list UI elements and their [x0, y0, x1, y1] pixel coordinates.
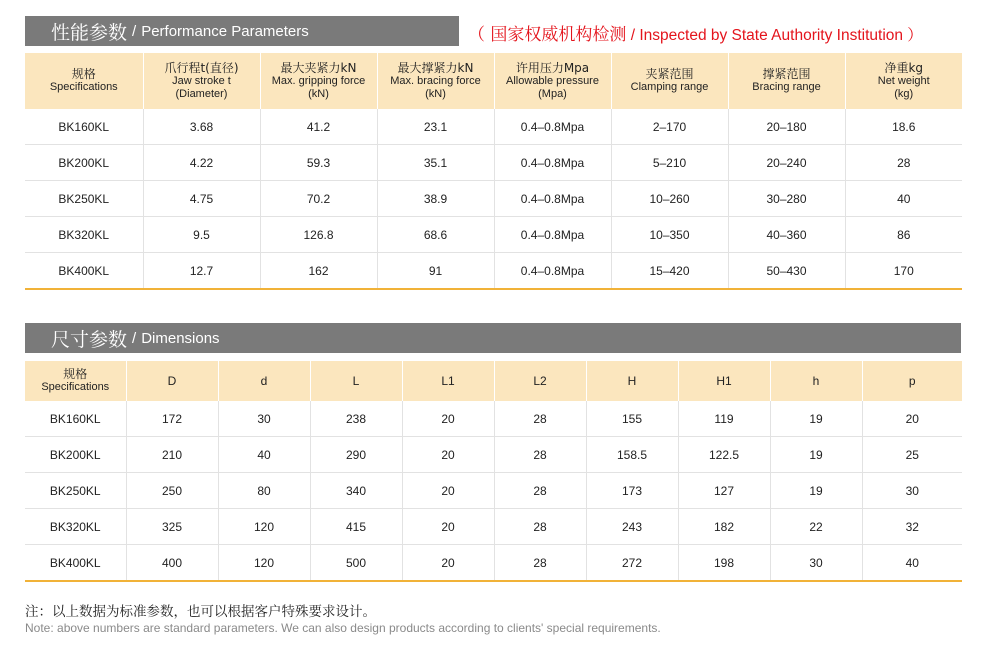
table-cell: 119: [678, 401, 770, 437]
table-cell: 158.5: [586, 437, 678, 473]
header-zh: 最大撑紧力kN: [397, 60, 474, 75]
header-en2: (kg): [894, 87, 914, 100]
performance-header-cell: [494, 53, 611, 109]
header-en2: (Mpa): [538, 87, 567, 100]
table-cell: 5–210: [611, 145, 728, 181]
dimensions-header-cell: H1: [678, 361, 770, 401]
dimensions-header-cell: L: [310, 361, 402, 401]
dimensions-header-cell: L2: [494, 361, 586, 401]
table-cell: BK400KL: [25, 545, 126, 582]
table-cell: 182: [678, 509, 770, 545]
table-row: [25, 181, 962, 217]
table-cell: 172: [126, 401, 218, 437]
performance-table: [25, 53, 962, 290]
table-cell: 40–360: [728, 217, 845, 253]
table-cell: 20: [402, 473, 494, 509]
table-cell: 30: [862, 473, 962, 509]
table-cell: BK400KL: [25, 253, 143, 290]
table-cell: 170: [845, 253, 962, 290]
table-cell: 20–240: [728, 145, 845, 181]
table-row: [25, 109, 962, 145]
table-cell: 0.4–0.8Mpa: [494, 217, 611, 253]
header-en: Allowable pressure: [506, 74, 599, 87]
table-cell: 0.4–0.8Mpa: [494, 253, 611, 290]
dimensions-title-en: Dimensions: [141, 329, 220, 347]
table-cell: 86: [845, 217, 962, 253]
table-cell: 12.7: [143, 253, 260, 290]
performance-header-cell: [260, 53, 377, 109]
table-cell: 15–420: [611, 253, 728, 290]
table-cell: 23.1: [377, 109, 494, 145]
table-cell: 272: [586, 545, 678, 582]
performance-header-cell: [377, 53, 494, 109]
dimensions-header-row: [25, 361, 962, 401]
table-cell: 40: [845, 181, 962, 217]
table-row: [25, 253, 962, 290]
table-cell: 80: [218, 473, 310, 509]
table-cell: 28: [494, 545, 586, 582]
table-cell: 38.9: [377, 181, 494, 217]
dimensions-section-header: [25, 323, 961, 353]
table-cell: 32: [862, 509, 962, 545]
table-cell: BK320KL: [25, 217, 143, 253]
inspection-note-en: Inspected by State Authority Institution ）: [639, 27, 923, 44]
dimensions-header-cell: L1: [402, 361, 494, 401]
table-cell: BK160KL: [25, 109, 143, 145]
header-zh: 许用压力Mpa: [515, 60, 590, 75]
table-cell: 70.2: [260, 181, 377, 217]
header-en: Specifications: [41, 381, 110, 393]
dimensions-table: [25, 361, 962, 582]
table-cell: 68.6: [377, 217, 494, 253]
dimensions-header-cell: d: [218, 361, 310, 401]
table-cell: 325: [126, 509, 218, 545]
table-cell: 0.4–0.8Mpa: [494, 181, 611, 217]
header-en2: (kN): [425, 87, 446, 100]
header-zh: 净重kg: [884, 60, 924, 75]
table-cell: 290: [310, 437, 402, 473]
performance-header-row: [25, 53, 962, 109]
table-cell: 173: [586, 473, 678, 509]
inspection-note-zh: （ 国家权威机构检测: [468, 25, 627, 45]
footnote-zh: 注：以上数据为标准参数，也可以根据客户特殊要求设计。: [25, 604, 376, 620]
table-cell: 20–180: [728, 109, 845, 145]
table-cell: 19: [770, 473, 862, 509]
header-en: Jaw stroke t: [172, 74, 231, 87]
table-cell: 40: [862, 545, 962, 582]
table-cell: 91: [377, 253, 494, 290]
table-cell: 4.75: [143, 181, 260, 217]
table-cell: 30: [770, 545, 862, 582]
table-cell: BK200KL: [25, 145, 143, 181]
header-en: Max. bracing force: [390, 74, 481, 87]
table-cell: 10–260: [611, 181, 728, 217]
table-row: [25, 145, 962, 181]
table-cell: 28: [845, 145, 962, 181]
table-row: [25, 437, 962, 473]
performance-header-cell: [611, 53, 728, 109]
table-cell: 59.3: [260, 145, 377, 181]
table-cell: 120: [218, 545, 310, 582]
table-cell: 122.5: [678, 437, 770, 473]
table-cell: 210: [126, 437, 218, 473]
table-cell: BK250KL: [25, 181, 143, 217]
table-cell: 198: [678, 545, 770, 582]
header-zh: 规格: [63, 367, 88, 381]
header-en: Net weight: [877, 74, 930, 87]
performance-header-cell: [143, 53, 260, 109]
table-cell: 28: [494, 401, 586, 437]
dimensions-title-zh: 尺寸参数: [51, 328, 128, 351]
dimensions-header-cell: p: [862, 361, 962, 401]
header-zh: 规格: [71, 67, 96, 81]
table-cell: 41.2: [260, 109, 377, 145]
table-row: [25, 401, 962, 437]
dimensions-header-cell: h: [770, 361, 862, 401]
performance-header-cell: [728, 53, 845, 109]
performance-title-zh: 性能参数: [51, 21, 128, 44]
header-zh: 爪行程t(直径): [164, 60, 239, 75]
table-cell: 0.4–0.8Mpa: [494, 109, 611, 145]
header-en: Max. gripping force: [271, 74, 366, 87]
performance-header-cell: [845, 53, 962, 109]
table-cell: 3.68: [143, 109, 260, 145]
table-cell: 162: [260, 253, 377, 290]
table-cell: 30–280: [728, 181, 845, 217]
table-cell: 415: [310, 509, 402, 545]
table-cell: 400: [126, 545, 218, 582]
table-cell: 20: [402, 437, 494, 473]
table-cell: 40: [218, 437, 310, 473]
table-cell: 30: [218, 401, 310, 437]
table-cell: 120: [218, 509, 310, 545]
performance-title-en: Performance Parameters: [141, 22, 309, 40]
table-row: [25, 545, 962, 582]
table-cell: 0.4–0.8Mpa: [494, 145, 611, 181]
table-cell: 19: [770, 401, 862, 437]
table-cell: 243: [586, 509, 678, 545]
table-cell: 18.6: [845, 109, 962, 145]
table-cell: 28: [494, 509, 586, 545]
dimensions-header-spec: [25, 361, 126, 401]
table-cell: BK250KL: [25, 473, 126, 509]
table-cell: 238: [310, 401, 402, 437]
table-cell: 20: [402, 401, 494, 437]
header-en: Clamping range: [630, 81, 709, 93]
footnote-en: Note: above numbers are standard parameters. We can also design products according to clients' special requirements.: [25, 621, 661, 635]
dimensions-header-cell: H: [586, 361, 678, 401]
table-cell: 340: [310, 473, 402, 509]
table-cell: 250: [126, 473, 218, 509]
header-en2: (kN): [308, 87, 329, 100]
title-separator: /: [132, 22, 137, 40]
table-cell: 9.5: [143, 217, 260, 253]
performance-table-body: [25, 109, 962, 289]
header-zh: 最大夹紧力kN: [280, 60, 357, 75]
header-zh: 撑紧范围: [762, 67, 811, 81]
table-cell: 28: [494, 473, 586, 509]
table-cell: 20: [402, 545, 494, 582]
table-cell: 10–350: [611, 217, 728, 253]
table-row: [25, 473, 962, 509]
table-cell: 28: [494, 437, 586, 473]
table-cell: 155: [586, 401, 678, 437]
table-cell: 35.1: [377, 145, 494, 181]
inspection-note: [468, 20, 923, 45]
table-cell: BK320KL: [25, 509, 126, 545]
dimensions-header-cell: D: [126, 361, 218, 401]
performance-header-cell: [25, 53, 143, 109]
title-separator: /: [630, 27, 640, 44]
table-cell: 25: [862, 437, 962, 473]
table-cell: 20: [402, 509, 494, 545]
header-en: Specifications: [49, 81, 118, 93]
table-row: [25, 217, 962, 253]
table-row: [25, 509, 962, 545]
table-cell: BK160KL: [25, 401, 126, 437]
table-cell: 500: [310, 545, 402, 582]
table-cell: 19: [770, 437, 862, 473]
dimensions-table-body: [25, 401, 962, 581]
table-cell: 50–430: [728, 253, 845, 290]
table-cell: 2–170: [611, 109, 728, 145]
table-cell: 126.8: [260, 217, 377, 253]
table-cell: 22: [770, 509, 862, 545]
header-en: Bracing range: [752, 81, 821, 93]
table-cell: 127: [678, 473, 770, 509]
table-cell: BK200KL: [25, 437, 126, 473]
title-separator: /: [132, 329, 137, 347]
header-zh: 夹紧范围: [645, 67, 694, 81]
table-cell: 4.22: [143, 145, 260, 181]
performance-section-header: [25, 16, 459, 46]
table-cell: 20: [862, 401, 962, 437]
header-en2: (Diameter): [175, 87, 228, 100]
